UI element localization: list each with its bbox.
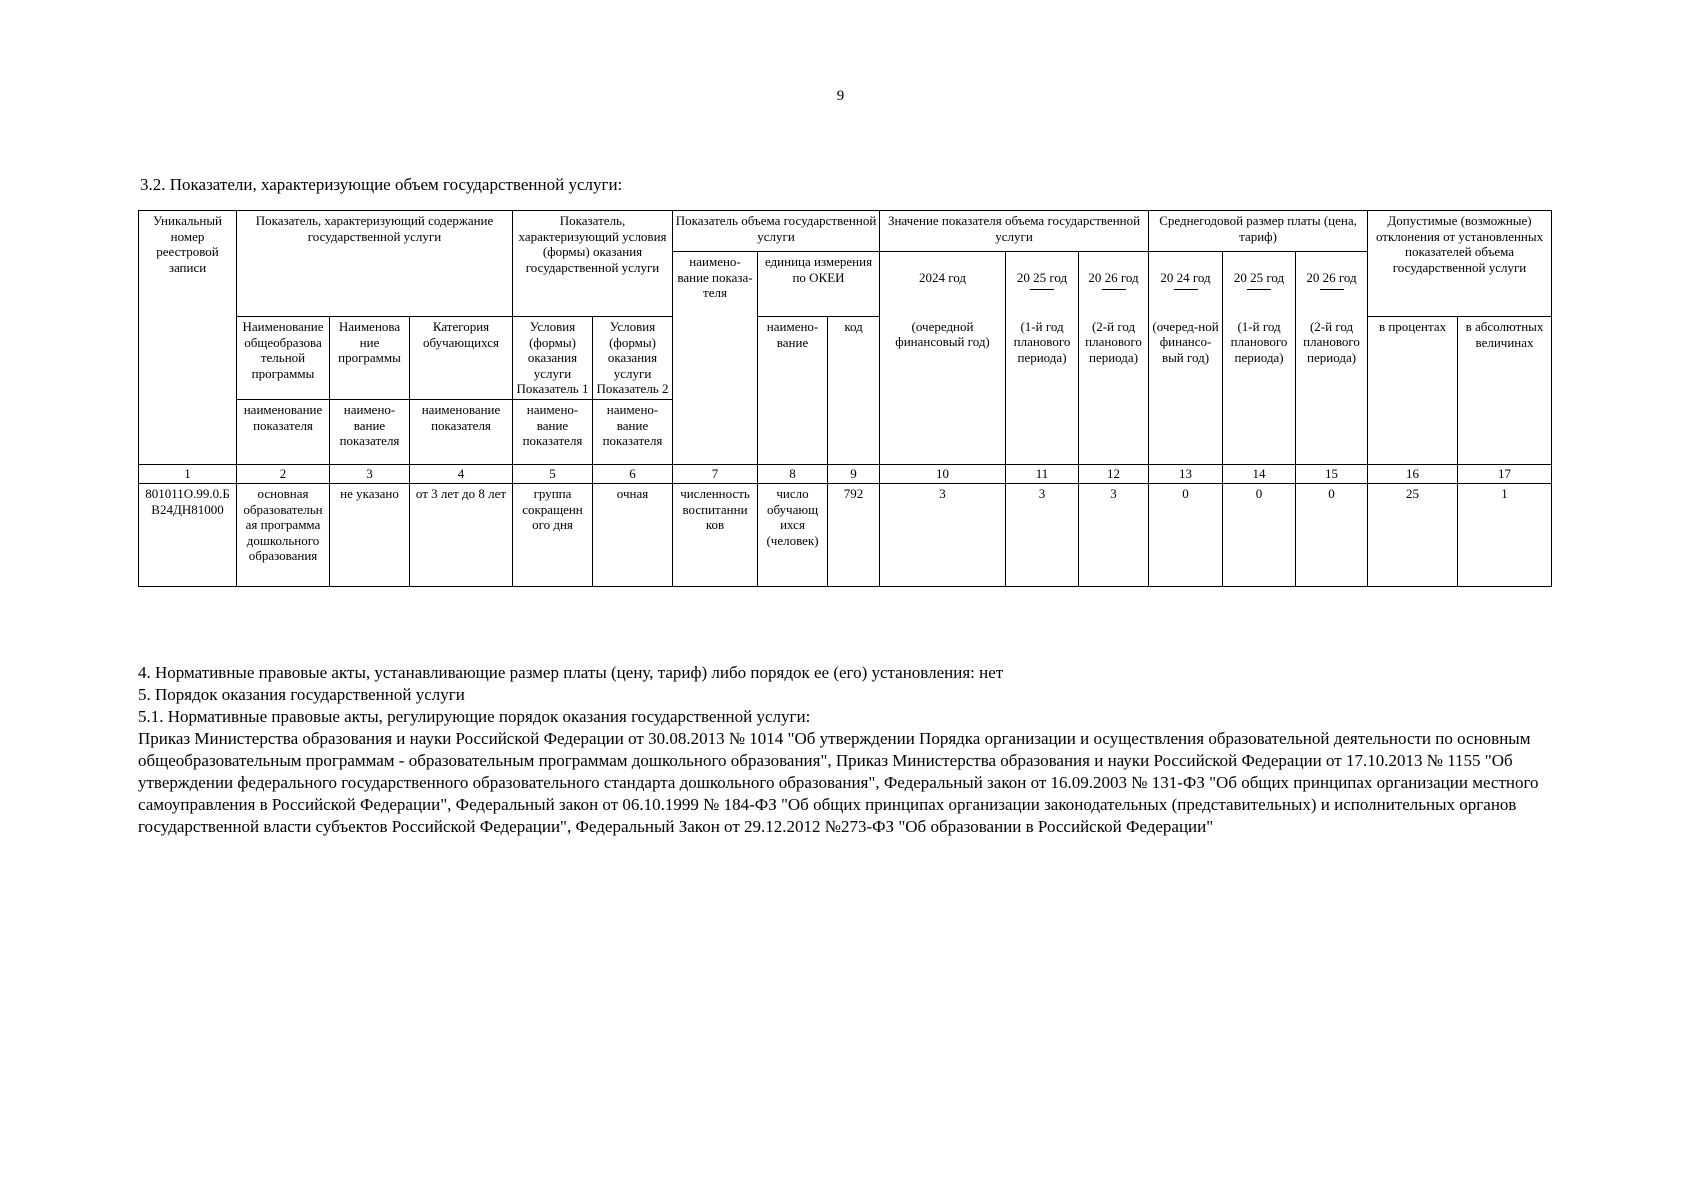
header-conditions-indicator: Показатель, характеризующий условия (формы) оказания государственной услуги xyxy=(513,211,673,317)
paragraph-acts-list: Приказ Министерства образования и науки Российской Федерации от 30.08.2013 № 1014 "Об утверждении Порядка организации и осуществления образовательной деятельности по основным общеобразовательным программам - образовательным программам дошкольного образования", Приказ Министерства образования и науки Российской Федерации от 17.10.2013 № 1155 "Об утверждении федерального государственного образовательного стандарта дошкольного образования", Федеральный закон от 16.09.2003 № 131-ФЗ "Об общих принципах организации местного самоуправления в Российской Федерации", Федеральный закон от 06.10.1999 № 184-ФЗ "Об общих принципах организации законодательных (представительных) и исполнительных органов государственной власти субъектов Российской Федерации", Федеральный Закон от 29.12.2012 №273-ФЗ "Об образовании в Российской Федерации" xyxy=(138,729,1539,836)
header-vol-2024-note: (очередной финансовый год) xyxy=(880,317,1006,465)
cell-program: не указано xyxy=(330,483,410,586)
header-unit-code: код xyxy=(828,317,880,465)
cell-student-category: от 3 лет до 8 лет xyxy=(410,483,513,586)
header-indicator-name-2: наимено-вание показателя xyxy=(330,399,410,464)
column-number: 10 xyxy=(880,464,1006,483)
header-indicator-name-3: наименование показателя xyxy=(410,399,513,464)
header-student-category: Категория обучающихся xyxy=(410,317,513,400)
header-fee-2025-year: 20 25 год xyxy=(1223,252,1296,317)
header-volume-value: Значение показателя объема государственной услуги xyxy=(880,211,1149,252)
column-number: 11 xyxy=(1006,464,1079,483)
cell-deviation-percent: 25 xyxy=(1368,483,1458,586)
cell-registry-number: 801011О.99.0.Б В24ДН81000 xyxy=(139,483,237,586)
paragraph-fee-acts: 4. Нормативные правовые акты, устанавливающие размер платы (цену, тариф) либо порядок ее (его) установления: нет xyxy=(138,663,1004,682)
header-edu-program-name: Наименование общеобразова тельной программы xyxy=(237,317,330,400)
header-deviations: Допустимые (возможные) отклонения от установленных показателей объема государственной услуги xyxy=(1368,211,1552,317)
header-fee-2024-note: (очеред-ной финансо-вый год) xyxy=(1149,317,1223,465)
header-program-name: Наименова ние программы xyxy=(330,317,410,400)
cell-deviation-absolute: 1 xyxy=(1458,483,1552,586)
header-indicator-name-5: наимено-вание показателя xyxy=(593,399,673,464)
column-number: 8 xyxy=(758,464,828,483)
header-vol-2024-year: 2024 год xyxy=(880,252,1006,317)
header-indicator-name-4: наимено-вание показателя xyxy=(513,399,593,464)
column-number: 16 xyxy=(1368,464,1458,483)
header-unit-name: наимено-вание xyxy=(758,317,828,465)
header-in-absolute: в абсолютных величинах xyxy=(1458,317,1552,465)
column-number: 3 xyxy=(330,464,410,483)
cell-volume-2026: 3 xyxy=(1079,483,1149,586)
header-fee-2026-year: 20 26 год xyxy=(1296,252,1368,317)
header-condition-2: Условия (формы) оказания услуги Показатель 2 xyxy=(593,317,673,400)
column-number: 1 xyxy=(139,464,237,483)
header-vol-2025-year: 20 25 год xyxy=(1006,252,1079,317)
column-number: 14 xyxy=(1223,464,1296,483)
section-heading: 3.2. Показатели, характеризующие объем государственной услуги: xyxy=(140,175,623,194)
column-number: 6 xyxy=(593,464,673,483)
header-fee-2026-note: (2-й год планового периода) xyxy=(1296,317,1368,465)
column-number: 5 xyxy=(513,464,593,483)
cell-unit-code: 792 xyxy=(828,483,880,586)
cell-indicator-name: численность воспитанни ков xyxy=(673,483,758,586)
header-fee-2024-year: 20 24 год xyxy=(1149,252,1223,317)
column-number: 12 xyxy=(1079,464,1149,483)
header-content-indicator: Показатель, характеризующий содержание государственной услуги xyxy=(237,211,513,317)
paragraph-regulating-acts: 5.1. Нормативные правовые акты, регулирующие порядок оказания государственной услуги: xyxy=(138,707,811,726)
header-vol-2026-year: 20 26 год xyxy=(1079,252,1149,317)
column-number: 4 xyxy=(410,464,513,483)
column-number: 13 xyxy=(1149,464,1223,483)
cell-fee-2026: 0 xyxy=(1296,483,1368,586)
cell-fee-2025: 0 xyxy=(1223,483,1296,586)
header-in-percent: в процентах xyxy=(1368,317,1458,465)
header-fee-2025-note: (1-й год планового периода) xyxy=(1223,317,1296,465)
column-number: 9 xyxy=(828,464,880,483)
header-volume-indicator: Показатель объема государственной услуги xyxy=(673,211,880,252)
header-vol-2026-note: (2-й год планового периода) xyxy=(1079,317,1149,465)
page-number: 9 xyxy=(836,88,845,104)
column-number: 17 xyxy=(1458,464,1552,483)
header-unique-number: Уникальный номер реестровой записи xyxy=(139,211,237,465)
volume-indicators-table xyxy=(138,210,1552,587)
table-row xyxy=(139,483,1552,586)
header-avg-fee: Среднегодовой размер платы (цена, тариф) xyxy=(1149,211,1368,252)
cell-unit-name: число обучающ ихся (человек) xyxy=(758,483,828,586)
header-indicator-name: наимено-вание показа-теля xyxy=(673,252,758,465)
cell-condition-2: очная xyxy=(593,483,673,586)
cell-condition-1: группа сокращенн ого дня xyxy=(513,483,593,586)
cell-edu-program: основная образовательн ая программа дошкольного образования xyxy=(237,483,330,586)
header-unit-okei: единица измерения по ОКЕИ xyxy=(758,252,880,317)
cell-volume-2024: 3 xyxy=(880,483,1006,586)
regulatory-text xyxy=(138,662,1551,838)
column-number: 7 xyxy=(673,464,758,483)
column-number-row xyxy=(139,464,1552,483)
header-condition-1: Условия (формы) оказания услуги Показатель 1 xyxy=(513,317,593,400)
header-indicator-name-1: наименование показателя xyxy=(237,399,330,464)
paragraph-service-procedure: 5. Порядок оказания государственной услуги xyxy=(138,685,465,704)
column-number: 15 xyxy=(1296,464,1368,483)
cell-volume-2025: 3 xyxy=(1006,483,1079,586)
header-vol-2025-note: (1-й год планового периода) xyxy=(1006,317,1079,465)
column-number: 2 xyxy=(237,464,330,483)
cell-fee-2024: 0 xyxy=(1149,483,1223,586)
